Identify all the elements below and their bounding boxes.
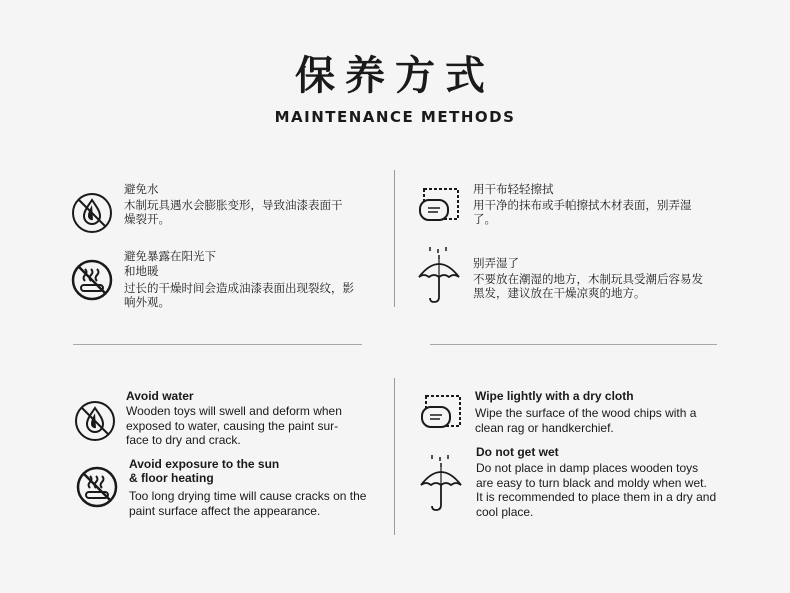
cn-wet-heading: 别弄湿了 <box>473 256 519 270</box>
page-title-cn: 保养方式 <box>295 53 495 99</box>
cn-water-body: 木制玩具遇水会膨胀变形，导致油漆表面干 燥裂开。 <box>124 198 343 226</box>
divider-vertical-top <box>394 170 395 307</box>
cn-cloth-heading: 用干布轻轻擦拭 <box>473 182 554 196</box>
cn-water-heading: 避免水 <box>124 182 159 196</box>
divider-horizontal-left <box>73 344 362 345</box>
no-heat-icon <box>71 259 113 301</box>
en-water-body: Wooden toys will swell and deform when exposed to water, causing the paint sur- face to dry and crack. <box>126 404 342 447</box>
cn-wet-body: 不要放在潮湿的地方，木制玩具受潮后容易发 黑发，建议放在干燥凉爽的地方。 <box>473 272 703 300</box>
no-heat-icon <box>76 466 118 508</box>
cloth-icon <box>418 186 462 226</box>
cloth-icon <box>420 393 464 433</box>
en-cloth-body: Wipe the surface of the wood chips with a clean rag or handkerchief. <box>475 406 697 435</box>
umbrella-icon <box>416 245 462 305</box>
divider-vertical-bottom <box>394 378 395 535</box>
cn-sun-body: 过长的干燥时间会造成油漆表面出现裂纹，影 响外观。 <box>124 281 354 309</box>
no-water-icon <box>71 192 113 234</box>
umbrella-icon <box>418 453 464 513</box>
en-sun-heading: Avoid exposure to the sun & floor heating <box>129 457 280 485</box>
page-title-en: MAINTENANCE METHODS <box>274 108 516 126</box>
en-cloth-heading: Wipe lightly with a dry cloth <box>475 389 634 403</box>
en-water-heading: Avoid water <box>126 389 194 403</box>
divider-horizontal-right <box>430 344 717 345</box>
cn-sun-heading: 避免暴露在阳光下 和地暖 <box>124 249 216 278</box>
en-wet-heading: Do not get wet <box>476 445 559 459</box>
en-wet-body: Do not place in damp places wooden toys are easy to turn black and moldy when wet. It is recommended to place them in a dry and cool place. <box>476 461 717 519</box>
no-water-icon <box>74 400 116 442</box>
en-sun-body: Too long drying time will cause cracks on the paint surface affect the appearance. <box>129 489 367 518</box>
cn-cloth-body: 用干净的抹布或手帕擦拭木材表面，别弄湿 了。 <box>473 198 692 226</box>
